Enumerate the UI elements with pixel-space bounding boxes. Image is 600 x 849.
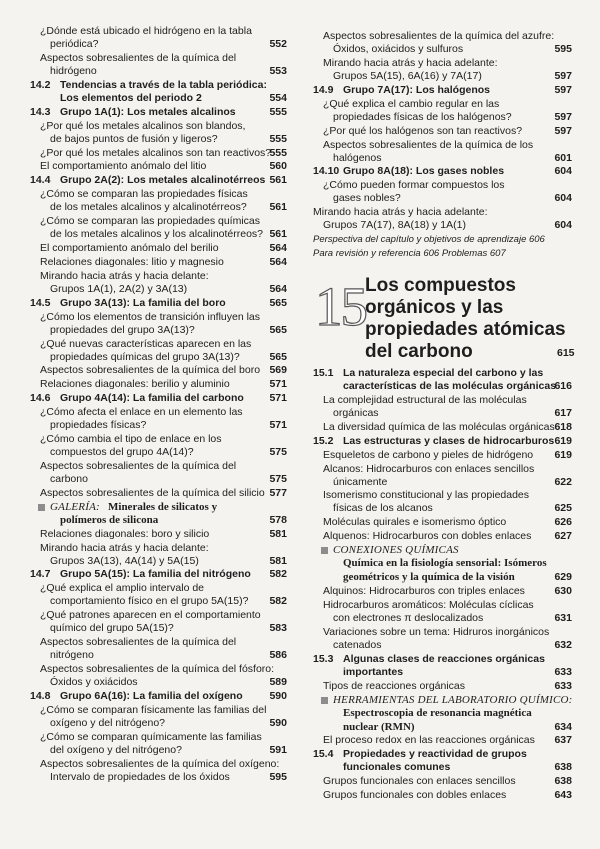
toc-entry-text: con electrones π deslocalizados	[333, 611, 484, 624]
toc-entry-text: Grupo 5A(15): La familia del nitrógeno	[60, 568, 251, 581]
page-number: 555	[269, 146, 287, 159]
page-number: 581	[269, 554, 287, 567]
toc-entry-text: Alquinos: Hidrocarburos con triples enlaces	[323, 585, 525, 597]
toc-entry-text: Grupo 6A(16): La familia del oxígeno	[60, 689, 243, 702]
page-number: 604	[554, 192, 572, 205]
page-number: 630	[554, 585, 572, 597]
page-number: 604	[554, 165, 572, 178]
toc-entry-text: Óxidos, oxiácidos y sulfuros	[333, 43, 464, 55]
toc-entry-text: Aspectos sobresalientes de la química del boro	[40, 364, 261, 377]
page-number: 565	[269, 296, 287, 309]
toc-entry-text: Grupo 3A(13): La familia del boro	[60, 296, 226, 309]
toc-entry-text: La naturaleza especial del carbono y las	[343, 367, 544, 379]
page-number: 627	[554, 530, 572, 543]
toc-entry-text: propiedades del grupo 3A(13)?	[50, 323, 195, 336]
toc-entry-text: periódica?	[50, 38, 99, 50]
toc-entry-text: El comportamiento anómalo del berilio	[40, 242, 219, 254]
section-number: 14.7	[30, 568, 51, 581]
toc-entry-text: Aspectos sobresalientes de la química del	[40, 51, 237, 64]
toc-entry-text: Grupo 1A(1): Los metales alcalinos	[60, 105, 236, 118]
section-number: 14.8	[30, 689, 51, 702]
page-number: 597	[554, 124, 572, 137]
page-number: 577	[269, 486, 287, 499]
chapter-title-line-3: propiedades atómicas	[365, 319, 566, 340]
page-number: 597	[554, 69, 572, 82]
page-number: 581	[269, 527, 287, 540]
page-number: 561	[269, 201, 287, 214]
page-number: 555	[269, 132, 287, 145]
toc-entry-text: Grupo 2A(2): Los metales alcalinotérreos	[60, 174, 266, 187]
toc-entry-text: Propiedades y reactividad de grupos	[343, 748, 527, 761]
toc-entry-text: oxígeno y del nitrógeno?	[50, 716, 166, 729]
toc-entry-text: ¿Qué explica el cambio regular en las	[323, 97, 500, 110]
page-number: 583	[269, 622, 287, 635]
toc-entry-text: ¿Cómo se comparan químicamente las familias	[40, 730, 262, 743]
toc-entry-text: Grupo 7A(17): Los halógenos	[343, 83, 491, 96]
page-number: 590	[269, 689, 287, 702]
toc-entry-text: La complejidad estructural de las moléculas	[323, 393, 527, 406]
page-number: 564	[269, 282, 287, 295]
toc-entry-text: Isomerismo constitucional y las propiedades	[323, 489, 530, 502]
page-number: 604	[554, 219, 572, 232]
page-number: 643	[554, 789, 572, 802]
page-number: 597	[554, 110, 572, 123]
toc-entry-text: Grupos funcionales con dobles enlaces	[323, 789, 507, 802]
toc-entry-text: Alquenos: Hidrocarburos con dobles enlaces	[323, 530, 532, 543]
toc-entry-text: ¿Por qué los metales alcalinos son tan reactivos?	[40, 146, 272, 159]
toc-entry-text: propiedades físicas?	[50, 419, 147, 432]
chapter-title-line-2: orgánicos y las	[365, 297, 504, 318]
toc-entry-text: Química en la fisiología sensorial: Isómeros	[343, 557, 547, 570]
toc-entry-text: gases nobles?	[333, 192, 401, 205]
page-number: 582	[269, 568, 287, 581]
section-number: 15.3	[313, 652, 334, 665]
toc-entry-text: Algunas clases de reacciones orgánicas	[343, 652, 545, 665]
toc-entry-text: Espectroscopia de resonancia magnética	[343, 706, 532, 719]
toc-entry-text: orgánicas	[333, 406, 379, 419]
toc-entry-text: ¿Cómo se comparan las propiedades químicas	[40, 215, 261, 228]
chapter-number: 15	[315, 276, 366, 337]
toc-entry-text: propiedades químicas del grupo 3A(13)?	[50, 350, 240, 363]
page-number: 632	[554, 638, 572, 651]
toc-entry-text: halógenos	[333, 151, 382, 164]
feature-square-icon	[321, 697, 328, 704]
page-number: 564	[269, 255, 287, 268]
toc-entry-text: Alcanos: Hidrocarburos con enlaces sencillos	[323, 462, 535, 475]
toc-entry-text: Aspectos sobresalientes de la química del silicio	[40, 486, 265, 499]
page-number: 634	[554, 720, 572, 733]
toc-entry-text: de bajos puntos de fusión y ligeros?	[50, 132, 218, 145]
toc-entry-text: ¿Cómo cambia el tipo de enlace en los	[40, 433, 222, 445]
toc-entry-text: de los metales alcalinos y los alcalinotérreos?	[50, 228, 264, 241]
page-number: 622	[554, 475, 572, 488]
toc-entry-text: Perspectiva del capítulo y objetivos de aprendizaje 606	[313, 234, 545, 246]
toc-entry-text: Grupos 1A(1), 2A(2) y 3A(13)	[50, 282, 188, 295]
toc-entry-text: Grupos 5A(15), 6A(16) y 7A(17)	[333, 69, 482, 82]
section-number: 14.2	[30, 78, 51, 91]
toc-entry-text: Minerales de silicatos y	[108, 500, 218, 513]
page-number: 575	[269, 446, 287, 458]
section-number: 14.6	[30, 392, 51, 405]
page-number: 595	[554, 43, 572, 55]
toc-entry-text: físicas de los alcanos	[333, 502, 433, 515]
page-number: 586	[269, 649, 287, 662]
toc-entry-text: Grupos 3A(13), 4A(14) y 5A(15)	[50, 554, 199, 567]
page-number: 565	[269, 350, 287, 363]
toc-entry-text: carbono	[50, 472, 88, 485]
page-number: 582	[269, 595, 287, 608]
toc-entry-text: El comportamiento anómalo del litio	[40, 160, 207, 173]
feature-tag: HERRAMIENTAS DEL LABORATORIO QUÍMICO:	[333, 693, 573, 706]
page-number: 638	[554, 761, 572, 774]
toc-entry-text: Los elementos del periodo 2	[60, 91, 202, 104]
chapter-page-number: 615	[557, 347, 575, 359]
section-number: 14.5	[30, 296, 51, 309]
toc-entry-text: ¿Cómo pueden formar compuestos los	[323, 179, 505, 192]
toc-entry-text: Variaciones sobre un tema: Hidruros inorgánicos	[323, 625, 550, 638]
page-number: 571	[269, 392, 287, 405]
page-number: 617	[554, 406, 572, 419]
feature-tag: GALERÍA:	[50, 500, 100, 513]
chapter-title-line-4: del carbono	[365, 341, 473, 362]
toc-entry-text: propiedades físicas de los halógenos?	[333, 110, 512, 123]
toc-entry-text: Esqueletos de carbono y pieles de hidrógeno	[323, 448, 534, 461]
page-number: 564	[269, 242, 287, 254]
toc-entry-text: compuestos del grupo 4A(14)?	[50, 446, 194, 458]
toc-entry-text: Relaciones diagonales: boro y silicio	[40, 527, 210, 540]
toc-entry-text: funcionales comunes	[343, 761, 451, 774]
section-number: 14.4	[30, 174, 51, 187]
toc-entry-text: polímeros de silicona	[60, 513, 159, 526]
toc-entry-text: Mirando hacia atrás y hacia delante:	[40, 269, 209, 282]
toc-entry-text: Aspectos sobresalientes de la química del	[40, 636, 237, 649]
page-number: 616	[554, 380, 572, 392]
toc-entry-text: Grupo 8A(18): Los gases nobles	[343, 165, 505, 178]
toc-entry-text: Mirando hacia atrás y hacia adelante:	[313, 206, 488, 219]
toc-entry-text: ¿Cómo afecta el enlace en un elemento las	[40, 406, 243, 419]
section-number: 14.9	[313, 83, 334, 96]
section-number: 14.3	[30, 105, 51, 118]
page-number: 553	[269, 64, 287, 77]
toc-entry-text: Para revisión y referencia 606 Problemas 607	[313, 248, 506, 259]
toc-entry-text: ¿Qué explica el amplio intervalo de	[40, 582, 205, 595]
page-number: 590	[269, 716, 287, 729]
toc-entry-text: Aspectos sobresalientes de la química del fósforo:	[40, 663, 275, 675]
toc-entry-text: La diversidad química de las moléculas orgánicas	[323, 420, 555, 433]
toc-entry-text: ¿Qué nuevas características aparecen en las	[40, 337, 252, 350]
page-number: 601	[554, 151, 572, 164]
page-number: 629	[554, 571, 572, 584]
toc-entry-text: ¿Cómo se comparan las propiedades físicas	[40, 188, 248, 201]
toc-entry-text: Intervalo de propiedades de los óxidos	[50, 770, 230, 783]
toc-entry-text: Aspectos sobresalientes de la química de los	[323, 138, 534, 151]
toc-entry-text: químico del grupo 5A(15)?	[50, 622, 174, 635]
page-number: 555	[269, 105, 287, 118]
toc-entry-text: importantes	[343, 665, 404, 678]
toc-entry-text: Óxidos y oxiácidos	[50, 676, 138, 688]
page-number: 552	[269, 38, 287, 50]
feature-tag: CONEXIONES QUÍMICAS	[333, 544, 459, 557]
page-number: 589	[269, 676, 287, 688]
page-number: 619	[554, 434, 572, 447]
chapter-title-line-1: Los compuestos	[365, 275, 516, 296]
page-number: 633	[554, 679, 572, 692]
toc-entry-text: Aspectos sobresalientes de la química del	[40, 459, 237, 472]
toc-entry-text: Grupos funcionales con enlaces sencillos	[323, 775, 516, 788]
page-number: 595	[269, 770, 287, 783]
toc-entry-text: El proceso redox en las reacciones orgánicas	[323, 734, 535, 747]
toc-entry-text: Relaciones diagonales: berilio y aluminio	[40, 378, 230, 391]
page-number: 571	[269, 378, 287, 391]
toc-entry-text: Aspectos sobresalientes de la química del azufre:	[323, 30, 555, 42]
toc-entry-text: Hidrocarburos aromáticos: Moléculas cíclicas	[323, 598, 534, 611]
page-number: 575	[269, 472, 287, 485]
toc-entry-text: nuclear (RMN)	[343, 720, 415, 733]
toc-entry-text: Mirando hacia atrás y hacia delante:	[40, 541, 209, 554]
page-number: 597	[554, 83, 572, 96]
toc-entry-text: ¿Por qué los metales alcalinos son blandos,	[40, 119, 246, 132]
toc-entry-text: Grupo 4A(14): La familia del carbono	[60, 392, 244, 405]
toc-entry-text: de los metales alcalinos y alcalinotérreos?	[50, 201, 247, 214]
toc-entry-text: Moléculas quirales e isomerismo óptico	[323, 516, 507, 529]
toc-entry-text: únicamente	[333, 475, 388, 488]
page-number: 633	[554, 665, 572, 678]
section-number: 15.4	[313, 748, 334, 761]
section-number: 14.10	[313, 165, 340, 178]
page-number: 578	[269, 513, 287, 526]
page-number: 565	[269, 323, 287, 336]
toc-entry-text: ¿Dónde está ubicado el hidrógeno en la tabla	[40, 25, 252, 37]
page-number: 591	[269, 743, 287, 756]
toc-entry-text: Tipos de reacciones orgánicas	[323, 679, 466, 692]
toc-entry-text: Grupos 7A(17), 8A(18) y 1A(1)	[323, 219, 466, 232]
section-number: 15.1	[313, 367, 334, 379]
page-number: 625	[554, 502, 572, 515]
feature-square-icon	[321, 547, 328, 554]
toc-entry-text: nitrógeno	[50, 649, 94, 662]
page-number: 631	[554, 611, 572, 624]
toc-entry-text: Relaciones diagonales: litio y magnesio	[40, 255, 224, 268]
page-number: 626	[554, 516, 572, 529]
toc-entry-text: características de las moléculas orgánicas	[343, 380, 557, 392]
page-number: 618	[554, 420, 572, 433]
page-number: 638	[554, 775, 572, 788]
toc-entry-text: ¿Por qué los halógenos son tan reactivos?	[323, 124, 523, 137]
toc-entry-text: del oxígeno y del nitrógeno?	[50, 743, 182, 756]
page-number: 561	[269, 228, 287, 241]
toc-entry-text: hidrógeno	[50, 64, 97, 77]
toc-entry-text: Mirando hacia atrás y hacia adelante:	[323, 56, 498, 69]
section-number: 15.2	[313, 434, 334, 447]
page-number: 571	[269, 419, 287, 432]
toc-entry-text: catenados	[333, 638, 382, 651]
toc-entry-text: Tendencias a través de la tabla periódica:	[60, 78, 267, 91]
page-number: 560	[269, 160, 287, 173]
page-number: 554	[269, 91, 287, 104]
page-number: 569	[269, 364, 287, 377]
page-number: 619	[554, 448, 572, 461]
toc-entry-text: ¿Qué patrones aparecen en el comportamiento	[40, 609, 261, 622]
toc-entry-text: Las estructuras y clases de hidrocarburos	[343, 434, 555, 447]
toc-entry-text: Aspectos sobresalientes de la química del oxígeno:	[40, 757, 280, 770]
toc-entry-text: ¿Cómo los elementos de transición influyen las	[40, 310, 261, 323]
toc-entry-text: comportamiento físico en el grupo 5A(15)?	[50, 595, 249, 608]
page-number: 561	[269, 174, 287, 187]
toc-entry-text: ¿Cómo se comparan físicamente las familias del	[40, 703, 267, 716]
toc-entry-text: geométricos y la química de la visión	[343, 571, 515, 584]
page-number: 637	[554, 734, 572, 747]
